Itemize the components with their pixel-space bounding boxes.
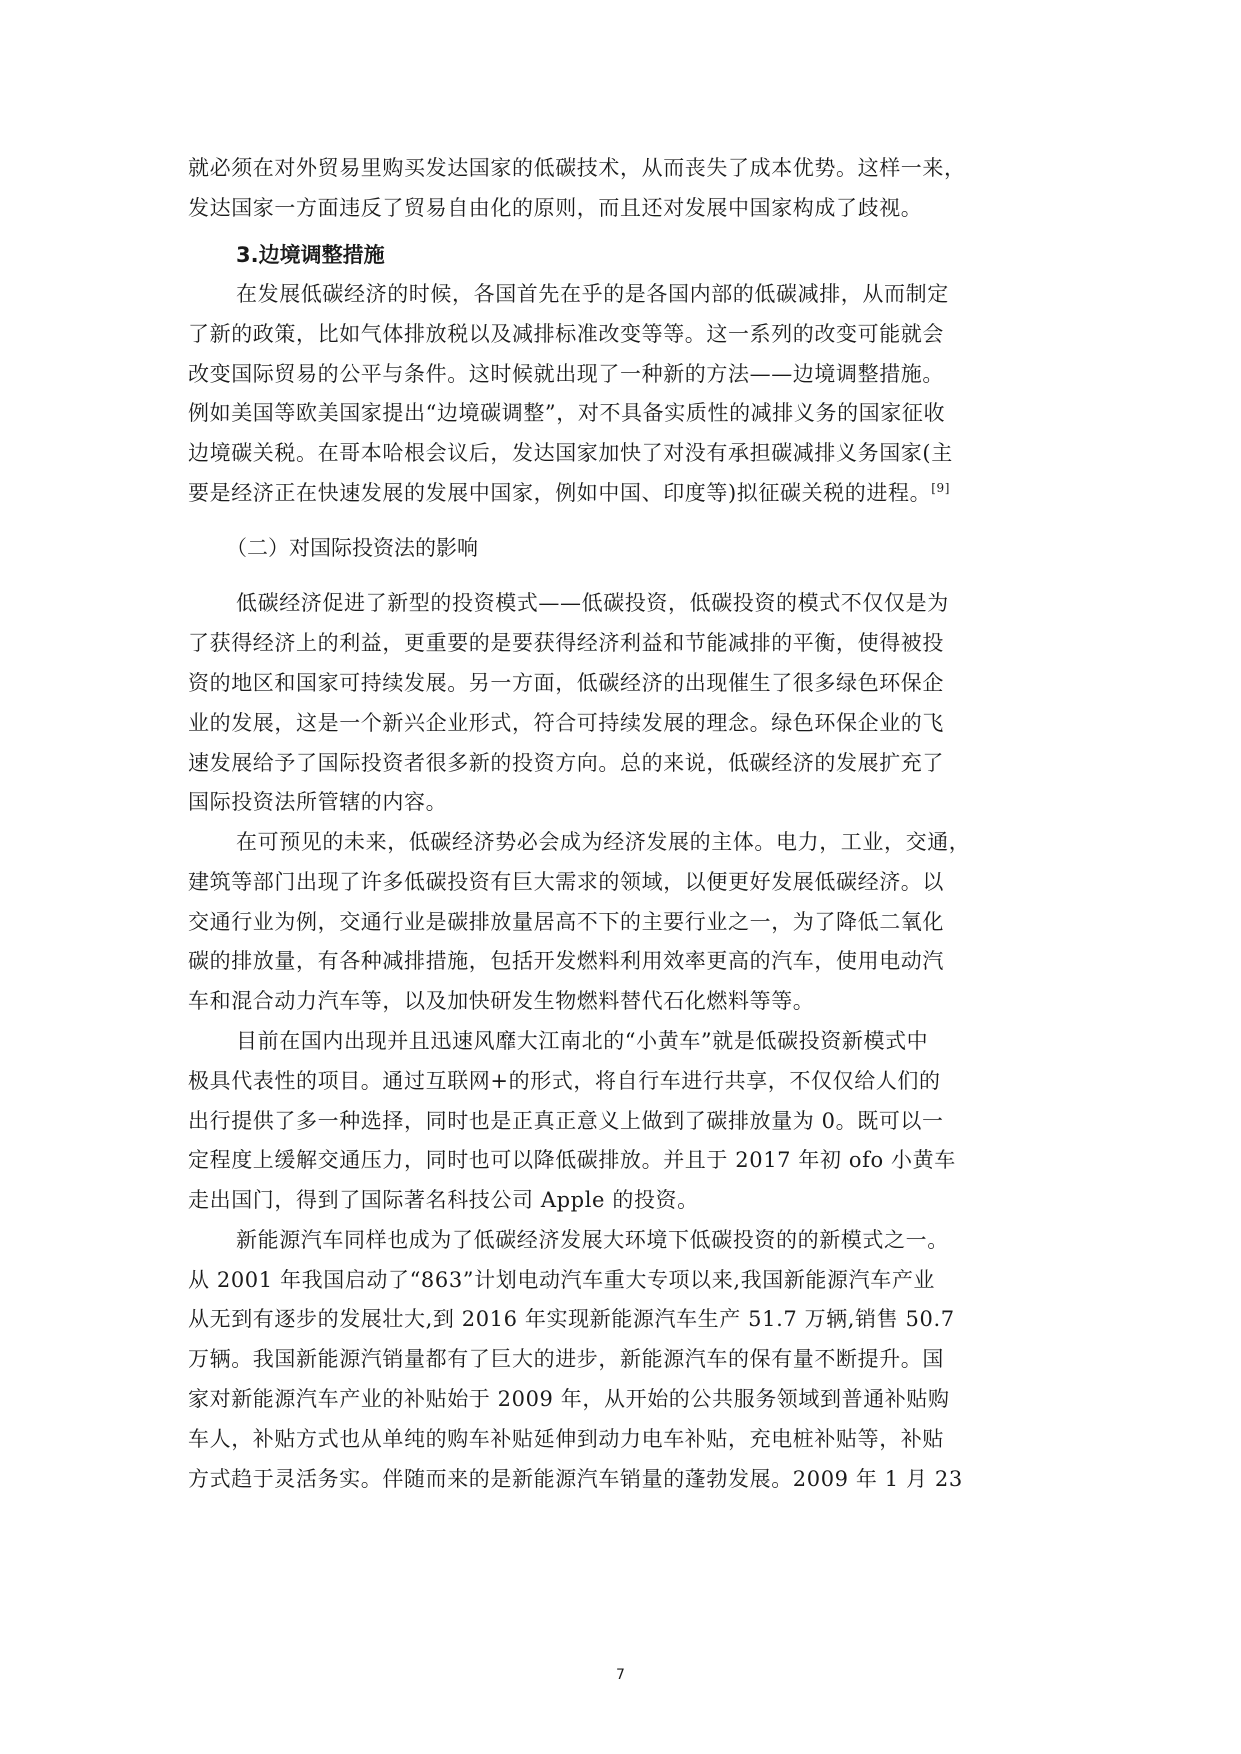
paragraph-line: 建筑等部门出现了许多低碳投资有巨大需求的领域，以便更好发展低碳经济。以 [188,870,944,894]
paragraph-line: 在可预见的未来，低碳经济势必会成为经济发展的主体。电力，工业，交通， [236,830,971,854]
paragraph-line: 资的地区和国家可持续发展。另一方面，低碳经济的出现催生了很多绿色环保企 [188,671,944,695]
paragraph-line: 车人，补贴方式也从单纯的购车补贴延伸到动力电车补贴，充电桩补贴等，补贴 [188,1427,944,1451]
paragraph-line: 在发展低碳经济的时候，各国首先在乎的是各国内部的低碳减排，从而制定 [236,282,949,306]
section-heading: 3.边境调整措施 [236,243,385,267]
paragraph-line: 从 2001 年我国启动了“863”计划电动汽车重大专项以来,我国新能源汽车产业 [188,1268,936,1292]
paragraph-line: 家对新能源汽车产业的补贴始于 2009 年，从开始的公共服务领域到普通补贴购 [188,1387,950,1411]
paragraph-line: 万辆。我国新能源汽销量都有了巨大的进步，新能源汽车的保有量不断提升。国 [188,1347,944,1371]
paragraph-text: 要是经济正在快速发展的发展中国家，例如中国、印度等)拟征碳关税的进程。 [188,481,932,505]
paragraph-line: 边境碳关税。在哥本哈根会议后，发达国家加快了对没有承担碳减排义务国家(主 [188,441,953,465]
paragraph-line: 碳的排放量，有各种减排措施，包括开发燃料利用效率更高的汽车，使用电动汽 [188,949,944,973]
paragraph-line: 从无到有逐步的发展壮大,到 2016 年实现新能源汽车生产 51.7 万辆,销售 50.7 [188,1307,955,1331]
citation-marker: [9] [931,481,951,495]
paragraph-line: 方式趋于灵活务实。伴随而来的是新能源汽车销量的蓬勃发展。2009 年 1 月 23 [188,1467,963,1491]
page-number: 7 [616,1667,625,1683]
paragraph-line: 低碳经济促进了新型的投资模式——低碳投资，低碳投资的模式不仅仅是为 [236,591,949,615]
paragraph-line: 例如美国等欧美国家提出“边境碳调整”，对不具备实质性的减排义务的国家征收 [188,401,946,425]
subsection-heading: （二）对国际投资法的影响 [226,536,478,560]
paragraph-line: 就必须在对外贸易里购买发达国家的低碳技术，从而丧失了成本优势。这样一来， [188,156,966,180]
paragraph-line: 目前在国内出现并且迅速风靡大江南北的“小黄车”就是低碳投资新模式中 [236,1029,929,1053]
paragraph-line: 了获得经济上的利益，更重要的是要获得经济利益和节能减排的平衡，使得被投 [188,631,944,655]
paragraph-line: 交通行业为例，交通行业是碳排放量居高不下的主要行业之一，为了降低二氧化 [188,910,944,934]
paragraph-line: 出行提供了多一种选择，同时也是正真正意义上做到了碳排放量为 0。既可以一 [188,1109,944,1133]
paragraph-line: 极具代表性的项目。通过互联网+的形式，将自行车进行共享，不仅仅给人们的 [188,1069,941,1093]
paragraph-line: 走出国门，得到了国际著名科技公司 Apple 的投资。 [188,1188,699,1212]
paragraph-line: 改变国际贸易的公平与条件。这时候就出现了一种新的方法——边境调整措施。 [188,362,944,386]
paragraph-line: 业的发展，这是一个新兴企业形式，符合可持续发展的理念。绿色环保企业的飞 [188,711,944,735]
paragraph-line: 发达国家一方面违反了贸易自由化的原则，而且还对发展中国家构成了歧视。 [188,196,923,220]
paragraph-line: 车和混合动力汽车等，以及加快研发生物燃料替代石化燃料等等。 [188,989,815,1013]
paragraph-line: 了新的政策，比如气体排放税以及减排标准改变等等。这一系列的改变可能就会 [188,322,944,346]
paragraph-line: 定程度上缓解交通压力，同时也可以降低碳排放。并且于 2017 年初 ofo 小黄车 [188,1148,956,1172]
paragraph-line: 国际投资法所管辖的内容。 [188,790,448,814]
paragraph-line: 新能源汽车同样也成为了低碳经济发展大环境下低碳投资的的新模式之一。 [236,1228,949,1252]
paragraph-line-with-citation [188,478,950,508]
paragraph-line: 速发展给予了国际投资者很多新的投资方向。总的来说，低碳经济的发展扩充了 [188,751,944,775]
